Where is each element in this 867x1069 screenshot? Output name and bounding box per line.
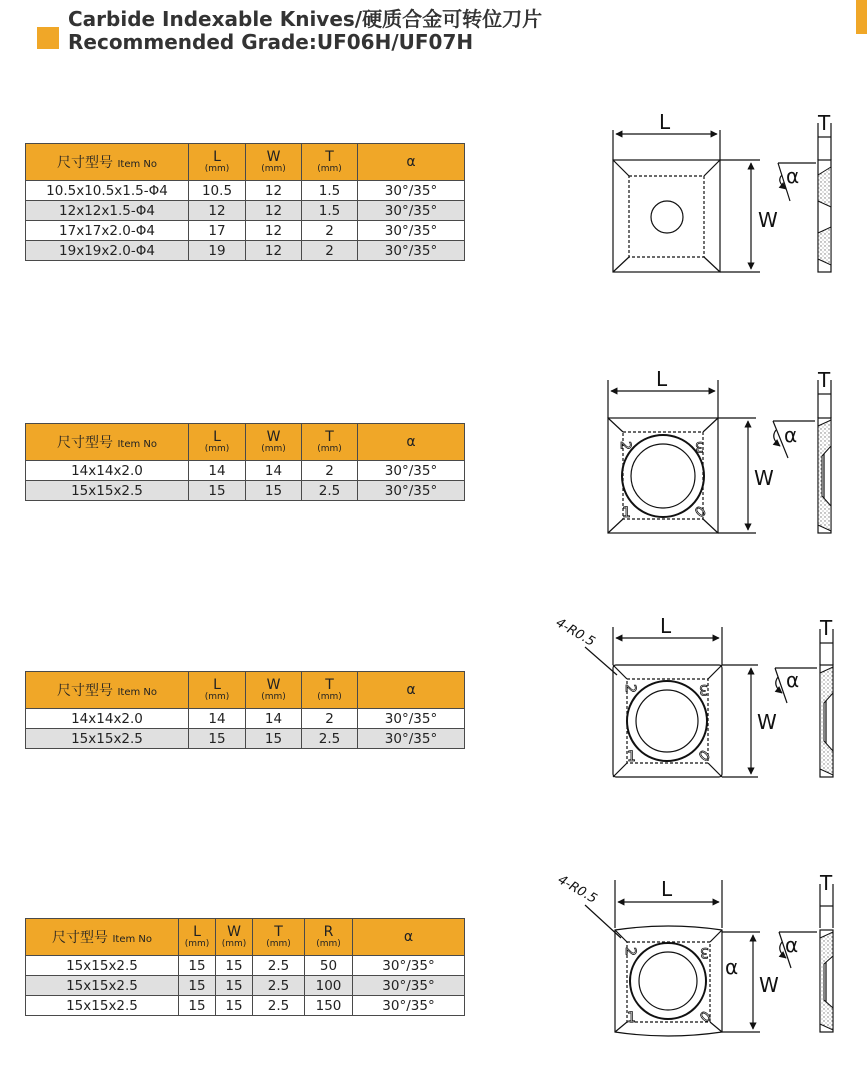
table-row: 12x12x1.5-Φ4 12 12 1.5 30°/35° [26,201,465,221]
edge-number-3: 3 [695,438,704,454]
dim-label-L: L [661,877,673,901]
header-T: T (mm) [253,919,305,956]
table-row: 10.5x10.5x1.5-Φ4 10.5 12 1.5 30°/35° [26,181,465,201]
dim-label-alpha-left: α [725,955,739,979]
header-alpha: α [358,672,465,709]
table-row: 15x15x2.5 15 15 2.5 50 30°/35° [26,956,465,976]
edge-number-2: 2 [617,441,633,450]
dim-label-T: T [820,616,833,640]
dim-label-T: T [820,871,833,895]
dim-label-L: L [659,110,671,134]
table-row: 15x15x2.5 15 15 2.5 30°/35° [26,729,465,749]
header-W: W (mm) [216,919,253,956]
dim-label-T: T [818,111,831,135]
header-item-no: 尺寸型号 Item No [26,424,189,461]
dim-label-alpha: α [786,668,800,692]
spec-table-3 [25,671,465,749]
dim-label-L: L [656,367,668,391]
insert-drawing-1 [560,105,860,285]
title-line-2: Recommended Grade:UF06H/UF07H [68,30,474,54]
header-alpha: α [358,424,465,461]
header-item-no: 尺寸型号 Item No [26,919,179,956]
edge-number-3: 3 [699,681,708,697]
page-title [68,8,542,54]
header-item-no: 尺寸型号 Item No [26,144,189,181]
header-alpha: α [358,144,465,181]
table-row: 14x14x2.0 14 14 2 30°/35° [26,709,465,729]
table-row: 15x15x2.5 15 15 2.5 100 30°/35° [26,976,465,996]
header-alpha: α [353,919,465,956]
insert-drawing-2 [560,360,860,550]
header-L: L (mm) [189,424,246,461]
dim-label-alpha: α [784,423,798,447]
dim-label-W: W [754,466,774,490]
spec-table-1 [25,143,465,261]
table-row: 14x14x2.0 14 14 2 30°/35° [26,461,465,481]
spec-table-4 [25,918,465,1016]
edge-number-0: 0 [692,503,710,522]
header-L: L (mm) [189,672,246,709]
corner-radius-label: 4-R0.5 [555,872,600,907]
dim-label-L: L [660,614,672,638]
title-line-1: Carbide Indexable Knives/硬质合金可转位刀片 [68,7,543,31]
edge-number-2: 2 [622,947,638,956]
dim-label-alpha: α [786,164,800,188]
table-row: 15x15x2.5 15 15 2.5 150 30°/35° [26,996,465,1016]
header-W: W (mm) [246,672,302,709]
dim-label-W: W [759,973,779,997]
header-L: L (mm) [189,144,246,181]
page-edge-tab [856,0,867,34]
table-row: 15x15x2.5 15 15 2.5 30°/35° [26,481,465,501]
dim-label-alpha: α [785,933,799,957]
edge-number-1: 1 [627,1010,636,1026]
insert-drawing-4 [555,860,860,1050]
edge-number-0: 0 [696,747,714,766]
table-row: 17x17x2.0-Φ4 17 12 2 30°/35° [26,221,465,241]
edge-number-3: 3 [700,944,709,960]
header-T: T (mm) [302,424,358,461]
edge-number-0: 0 [697,1008,715,1027]
header-T: T (mm) [302,672,358,709]
header-R: R (mm) [305,919,353,956]
dim-label-T: T [818,368,831,392]
corner-radius-label: 4-R0.5 [553,615,598,650]
edge-number-1: 1 [627,749,636,765]
edge-number-2: 2 [622,684,638,693]
spec-table-2 [25,423,465,501]
dim-label-W: W [758,208,778,232]
edge-number-1: 1 [622,505,631,521]
header-W: W (mm) [246,424,302,461]
header-item-no: 尺寸型号 Item No [26,672,189,709]
header-L: L (mm) [179,919,216,956]
header-accent-square [37,27,59,49]
table-row: 19x19x2.0-Φ4 19 12 2 30°/35° [26,241,465,261]
header-T: T (mm) [302,144,358,181]
header-W: W (mm) [246,144,302,181]
dim-label-W: W [757,710,777,734]
insert-drawing-3 [555,607,860,797]
